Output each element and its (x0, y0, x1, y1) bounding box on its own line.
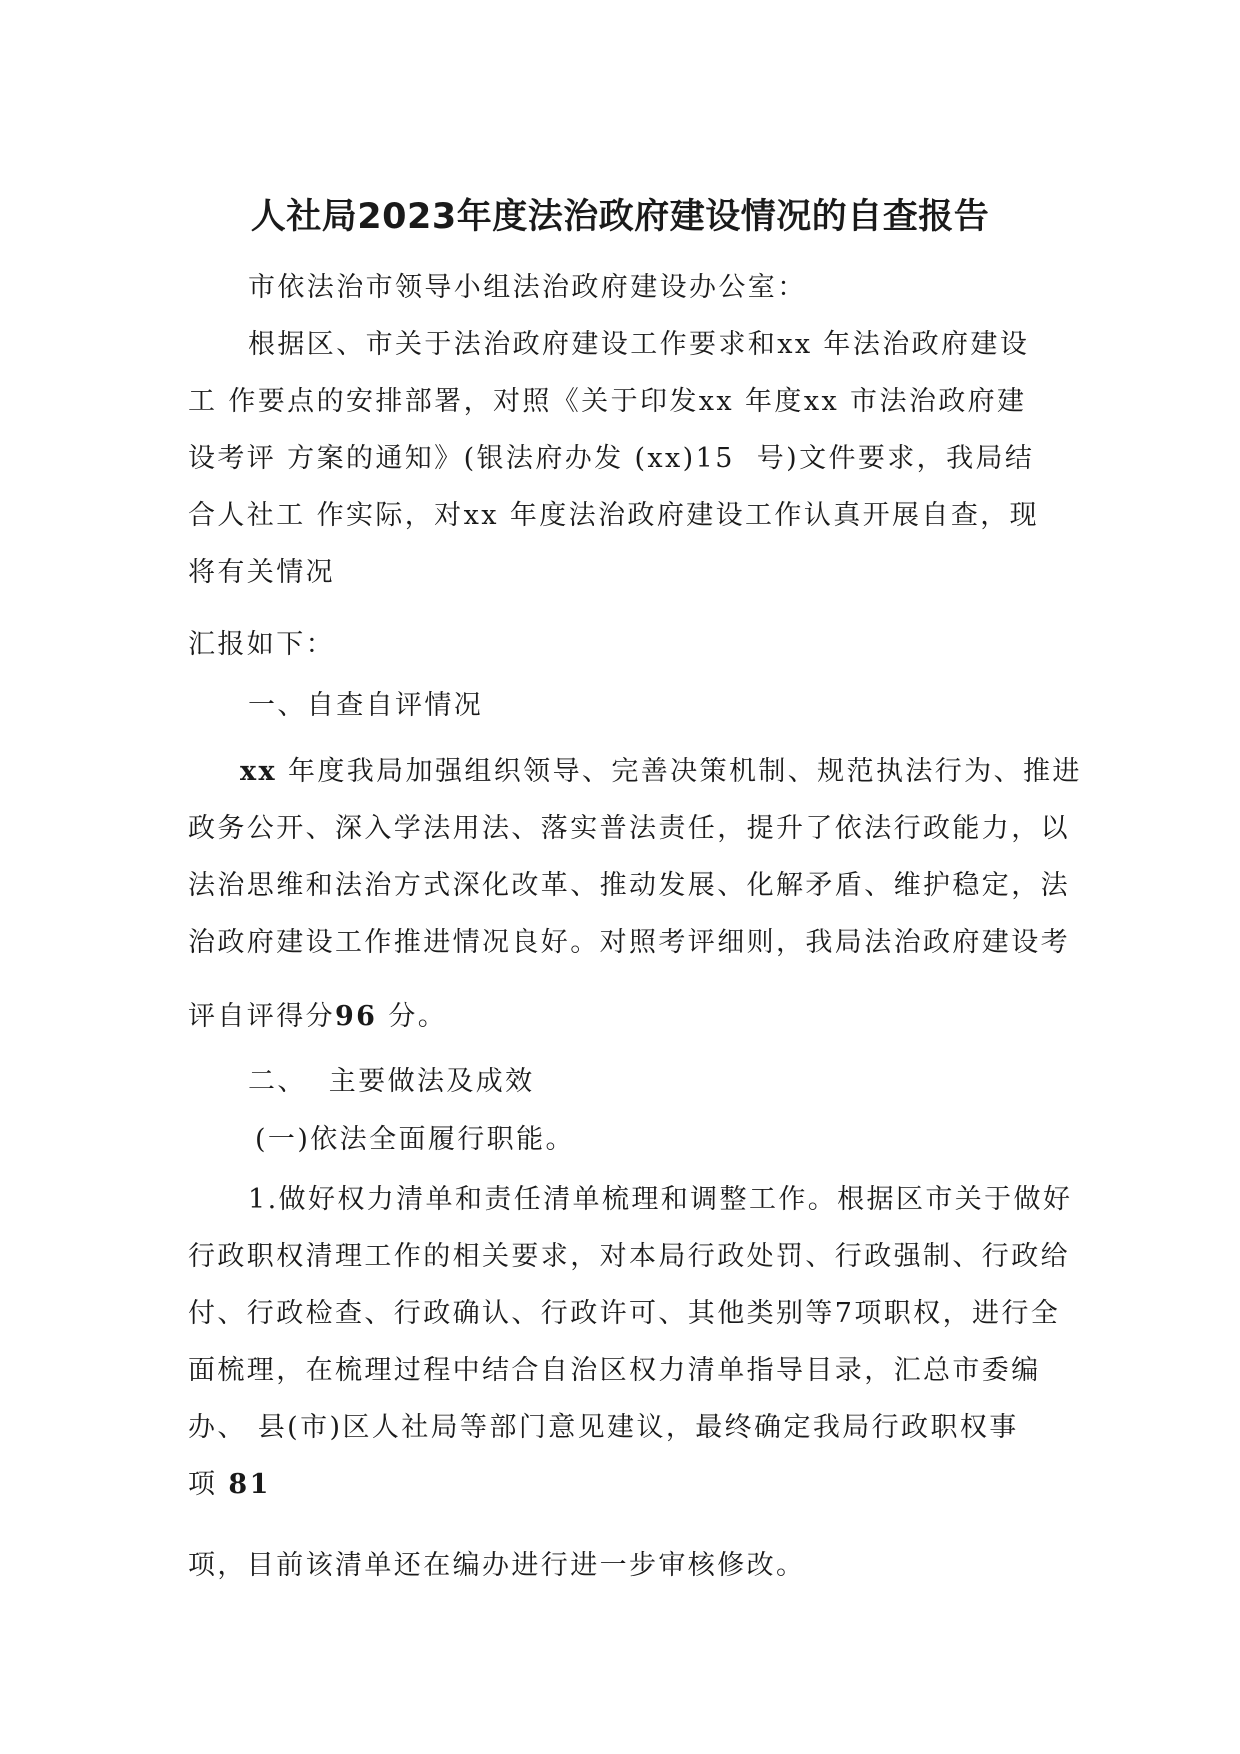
sub1-line-5: 办、 县(市)区人社局等部门意见建议，最终确定我局行政职权事 (188, 1412, 1019, 1443)
sub1-continuation: 项，目前该清单还在编办进行进一步审核修改。 (188, 1550, 806, 1581)
score-suffix: 分。 (377, 1001, 448, 1032)
score-prefix: 评自评得分 (188, 1001, 335, 1032)
sub1-line-2: 行政职权清理工作的相关要求，对本局行政处罚、行政强制、行政给 (188, 1241, 1070, 1272)
section1-score-line (188, 997, 447, 1037)
section1-line-1 (240, 752, 1082, 792)
section1-line-1-text: 年度我局加强组织领导、完善决策机制、规范执法行为、推进 (287, 756, 1082, 787)
sub1-line-1: 1.做好权力清单和责任清单梳理和调整工作。根据区市关于做好 (248, 1184, 1073, 1215)
year-placeholder: xx (240, 756, 277, 787)
section1-line-2: 政务公开、深入学法用法、落实普法责任，提升了依法行政能力，以 (188, 813, 1070, 844)
document-title: 人社局2023年度法治政府建设情况的自查报告 (250, 197, 990, 237)
intro-line-3: 设考评 方案的通知》(银法府办发 (xx)15 号)文件要求，我局结 (188, 443, 1035, 474)
sub1-items-line (188, 1465, 271, 1505)
intro-line-1: 根据区、市关于法治政府建设工作要求和xx 年法治政府建设 (248, 329, 1030, 360)
salutation: 市依法治市领导小组法治政府建设办公室： (248, 272, 807, 303)
subsection1-heading: (一)依法全面履行职能。 (255, 1124, 575, 1155)
intro-line-5: 将有关情况 (188, 557, 335, 588)
intro-line-2: 工 作要点的安排部署，对照《关于印发xx 年度xx 市法治政府建 (188, 386, 1027, 417)
section1-line-3: 法治思维和法治方式深化改革、推动发展、化解矛盾、维护稳定，法 (188, 870, 1070, 901)
items-prefix: 项 (188, 1469, 229, 1500)
sub1-line-3: 付、行政检查、行政确认、行政许可、其他类别等7项职权，进行全 (188, 1298, 1061, 1329)
score-value: 96 (335, 1001, 378, 1032)
section1-heading: 一、自查自评情况 (248, 690, 484, 721)
intro-line-4: 合人社工 作实际，对xx 年度法治政府建设工作认真开展自查，现 (188, 500, 1040, 531)
sub1-line-4: 面梳理，在梳理过程中结合自治区权力清单指导目录，汇总市委编 (188, 1355, 1041, 1386)
items-count: 81 (228, 1469, 271, 1500)
section1-line-4: 治政府建设工作推进情况良好。对照考评细则，我局法治政府建设考 (188, 927, 1070, 958)
section2-heading: 二、 主要做法及成效 (248, 1066, 535, 1097)
intro-continuation: 汇报如下： (188, 629, 335, 660)
